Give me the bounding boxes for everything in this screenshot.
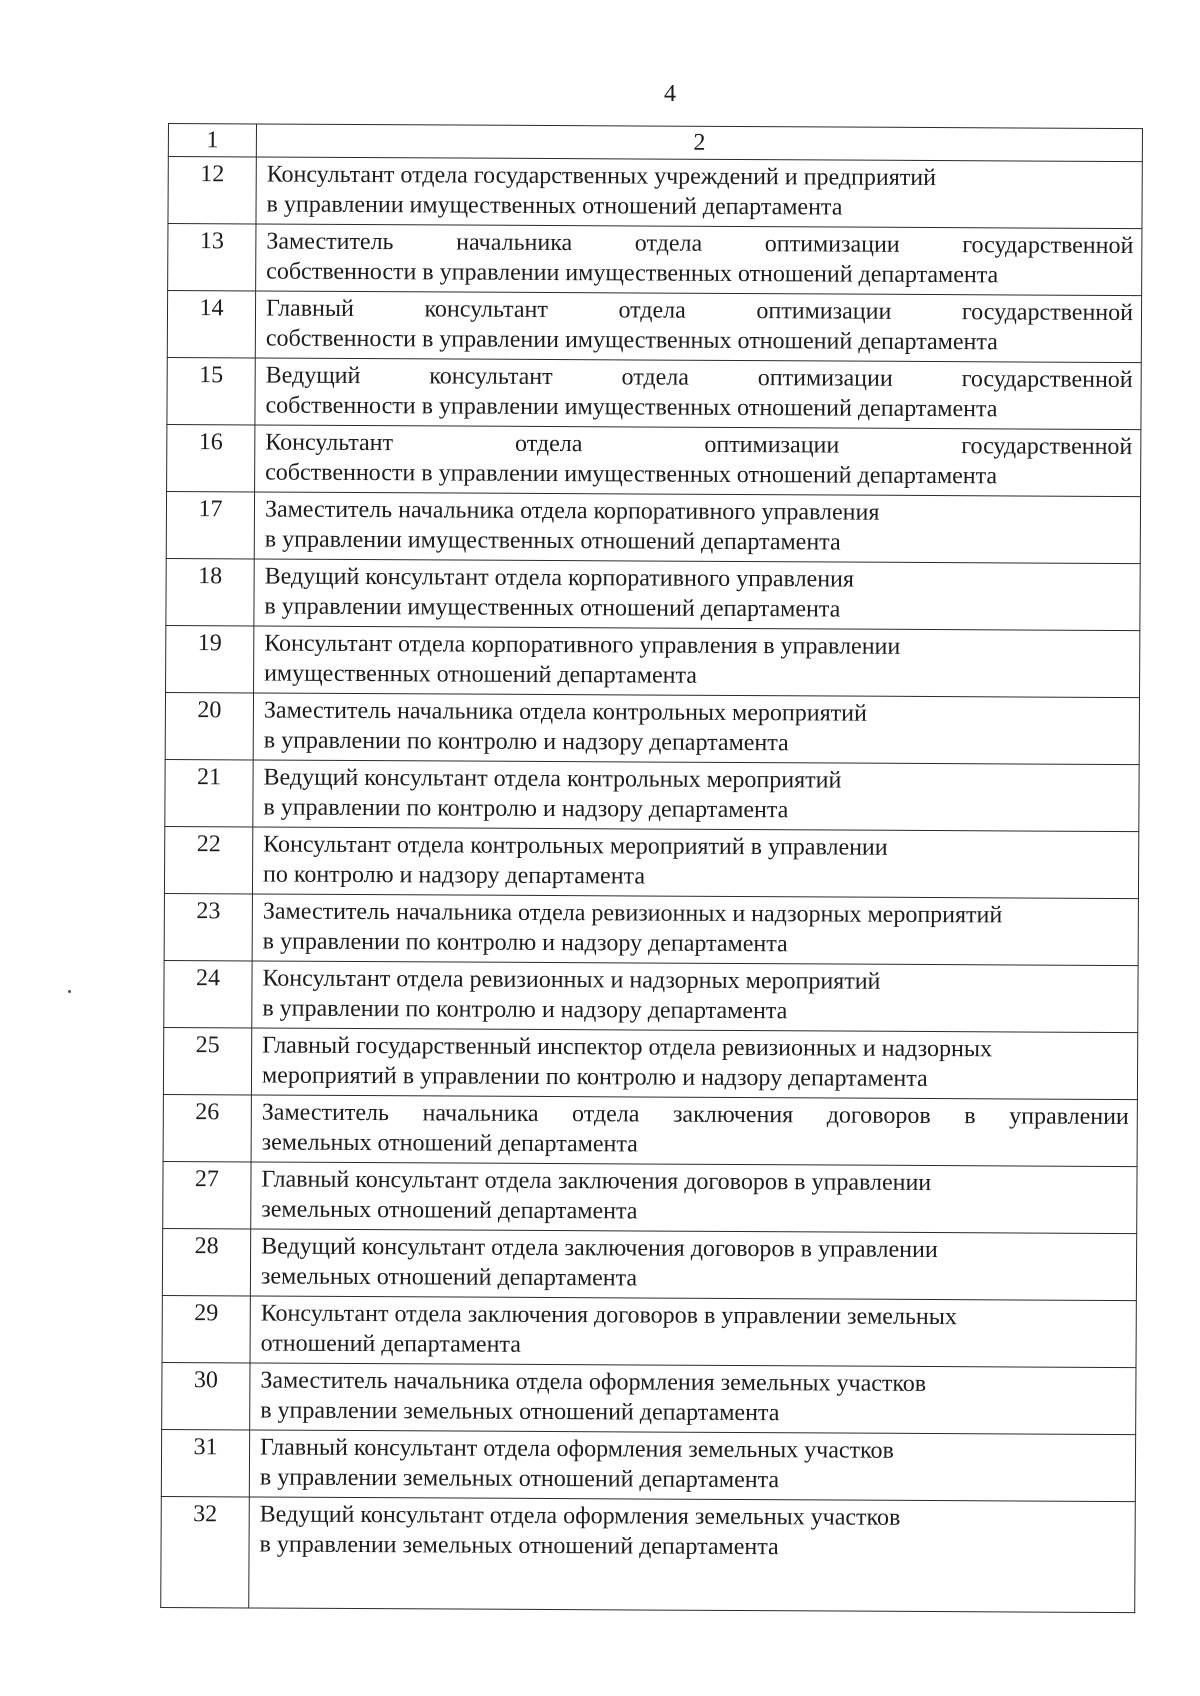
position-title-line: в управлении по контролю и надзору департамента <box>263 794 789 824</box>
row-number: 23 <box>164 893 252 960</box>
row-number: 24 <box>164 960 252 1027</box>
position-title-line: в управлении имущественных отношений департамента <box>264 526 841 556</box>
position-title-line: Ведущий консультант отдела контрольных мероприятий <box>263 764 842 794</box>
table-row <box>164 960 1138 1032</box>
position-title-line: Главный государственный инспектор отдела ревизионных и надзорных <box>262 1032 993 1063</box>
position-title-line: Консультант отдела контрольных мероприятий в управлении <box>263 831 888 861</box>
table-row <box>164 893 1138 965</box>
position-title <box>256 157 1142 229</box>
table-row <box>167 291 1141 363</box>
table-row <box>167 357 1141 429</box>
scan-speck <box>68 990 71 993</box>
row-number: 17 <box>166 491 254 558</box>
position-title <box>253 760 1139 832</box>
row-number: 20 <box>165 692 253 759</box>
position-title-line: в управлении земельных отношений департамента <box>259 1531 779 1561</box>
row-number: 16 <box>167 424 255 491</box>
position-title-line: Главный консультант отдела заключения договоров в управлении <box>261 1166 932 1197</box>
position-title-line: собственности в управлении имущественных отношений департамента <box>265 392 998 423</box>
position-title-line: Консультант отдела государственных учреждений и предприятий <box>266 161 937 192</box>
position-title-line: собственности в управлении имущественных отношений департамента <box>265 459 998 490</box>
row-number: 18 <box>166 558 254 625</box>
position-title-line: Консультант отдела заключения договоров в управлении земельных <box>260 1300 957 1331</box>
position-title <box>252 961 1138 1033</box>
row-number: 15 <box>167 357 255 424</box>
table-row <box>168 157 1142 229</box>
table-row <box>166 558 1140 630</box>
position-title <box>251 1095 1137 1167</box>
position-title-line: Главный консультант отдела оптимизации государственной <box>265 295 1134 327</box>
positions-table-body <box>161 124 1143 1613</box>
table-row <box>165 692 1139 764</box>
position-title-line: в управлении земельных отношений департамента <box>259 1464 780 1494</box>
table-row <box>167 424 1141 496</box>
row-number: 26 <box>163 1094 251 1161</box>
position-title-line: собственности в управлении имущественных отношений департамента <box>266 258 999 289</box>
position-title-line: собственности в управлении имущественных отношений департамента <box>265 325 998 356</box>
table-row <box>166 625 1140 697</box>
column-header-position: 2 <box>256 124 1142 162</box>
position-title <box>253 693 1139 765</box>
page-number: 4 <box>664 81 676 107</box>
position-title <box>249 1497 1136 1613</box>
row-number: 22 <box>164 826 252 893</box>
table-row <box>162 1362 1136 1434</box>
position-title <box>256 224 1142 296</box>
position-title <box>249 1430 1135 1502</box>
position-title <box>254 559 1140 631</box>
position-title-line: Ведущий консультант отдела оптимизации государственной <box>265 362 1133 394</box>
position-title-line: Ведущий консультант отдела оформления земельных участков <box>259 1501 901 1531</box>
table-row <box>164 826 1138 898</box>
position-title <box>255 291 1141 363</box>
table-row <box>162 1228 1136 1300</box>
row-number: 28 <box>162 1228 250 1295</box>
position-title-line: в управлении имущественных отношений департамента <box>266 191 843 221</box>
row-number: 14 <box>167 291 255 358</box>
position-title-line: в управлении по контролю и надзору департамента <box>263 727 789 757</box>
position-title-line: земельных отношений департамента <box>261 1129 638 1158</box>
position-title <box>250 1296 1136 1368</box>
position-title-line: земельных отношений департамента <box>260 1263 638 1292</box>
row-number: 32 <box>161 1496 250 1607</box>
table-row <box>163 1161 1137 1233</box>
position-title-line: Консультант отдела корпоративного управления в управлении <box>264 630 901 660</box>
table-row <box>161 1496 1136 1612</box>
position-title-line: Заместитель начальника отдела заключения договоров в управлении <box>261 1099 1129 1131</box>
row-number: 19 <box>166 625 254 692</box>
column-header-number: 1 <box>168 124 256 157</box>
position-title <box>254 626 1140 698</box>
position-title-line: в управлении по контролю и надзору департамента <box>262 928 788 958</box>
position-title-line: Ведущий консультант отдела заключения договоров в управлении <box>261 1233 938 1264</box>
table-row <box>163 1027 1137 1099</box>
position-title <box>255 425 1141 497</box>
positions-table <box>160 123 1143 1613</box>
table-header-row <box>168 124 1142 162</box>
position-title-line: имущественных отношений департамента <box>264 660 698 689</box>
position-title <box>250 1363 1136 1435</box>
position-title <box>252 894 1138 966</box>
position-title <box>252 827 1138 899</box>
position-title-line: Заместитель начальника отдела ревизионных и надзорных мероприятий <box>262 898 1003 929</box>
position-title <box>254 492 1140 564</box>
position-title-line: земельных отношений департамента <box>261 1196 638 1225</box>
row-number: 31 <box>161 1429 249 1496</box>
position-title-line: Заместитель начальника отдела контрольных мероприятий <box>263 697 867 727</box>
position-title-line: по контролю и надзору департамента <box>262 861 646 890</box>
table-row <box>161 1429 1135 1501</box>
position-title-line: Ведущий консультант отдела корпоративного управления <box>264 563 855 593</box>
table-row <box>165 759 1139 831</box>
row-number: 25 <box>163 1027 251 1094</box>
table-row <box>168 224 1142 296</box>
position-title-line: отношений департамента <box>260 1330 521 1358</box>
row-number: 30 <box>162 1362 250 1429</box>
position-title-line: в управлении земельных отношений департамента <box>260 1397 780 1427</box>
position-title <box>250 1229 1136 1301</box>
position-title-line: мероприятий в управлении по контролю и надзору департамента <box>261 1062 928 1092</box>
position-title-line: в управлении имущественных отношений департамента <box>264 593 841 623</box>
position-title <box>251 1028 1137 1100</box>
position-title-line: Заместитель начальника отдела оптимизации государственной <box>266 228 1134 260</box>
table-row <box>162 1295 1136 1367</box>
row-number: 13 <box>168 224 256 291</box>
position-title-line: Заместитель начальника отдела корпоративного управления <box>264 496 880 526</box>
position-title-line: Главный консультант отдела оформления земельных участков <box>259 1434 894 1464</box>
position-title-line: Консультант отдела ревизионных и надзорных мероприятий <box>262 965 881 995</box>
position-title-line: Консультант отдела оптимизации государственной <box>265 429 1133 461</box>
table-row <box>163 1094 1137 1166</box>
row-number: 12 <box>168 157 256 224</box>
row-number: 27 <box>163 1161 251 1228</box>
position-title <box>251 1162 1137 1234</box>
position-title-line: в управлении по контролю и надзору департамента <box>262 995 788 1025</box>
row-number: 29 <box>162 1295 250 1362</box>
table-row <box>166 491 1140 563</box>
position-title-line: Заместитель начальника отдела оформления земельных участков <box>260 1367 927 1397</box>
row-number: 21 <box>165 759 253 826</box>
position-title <box>255 358 1141 430</box>
